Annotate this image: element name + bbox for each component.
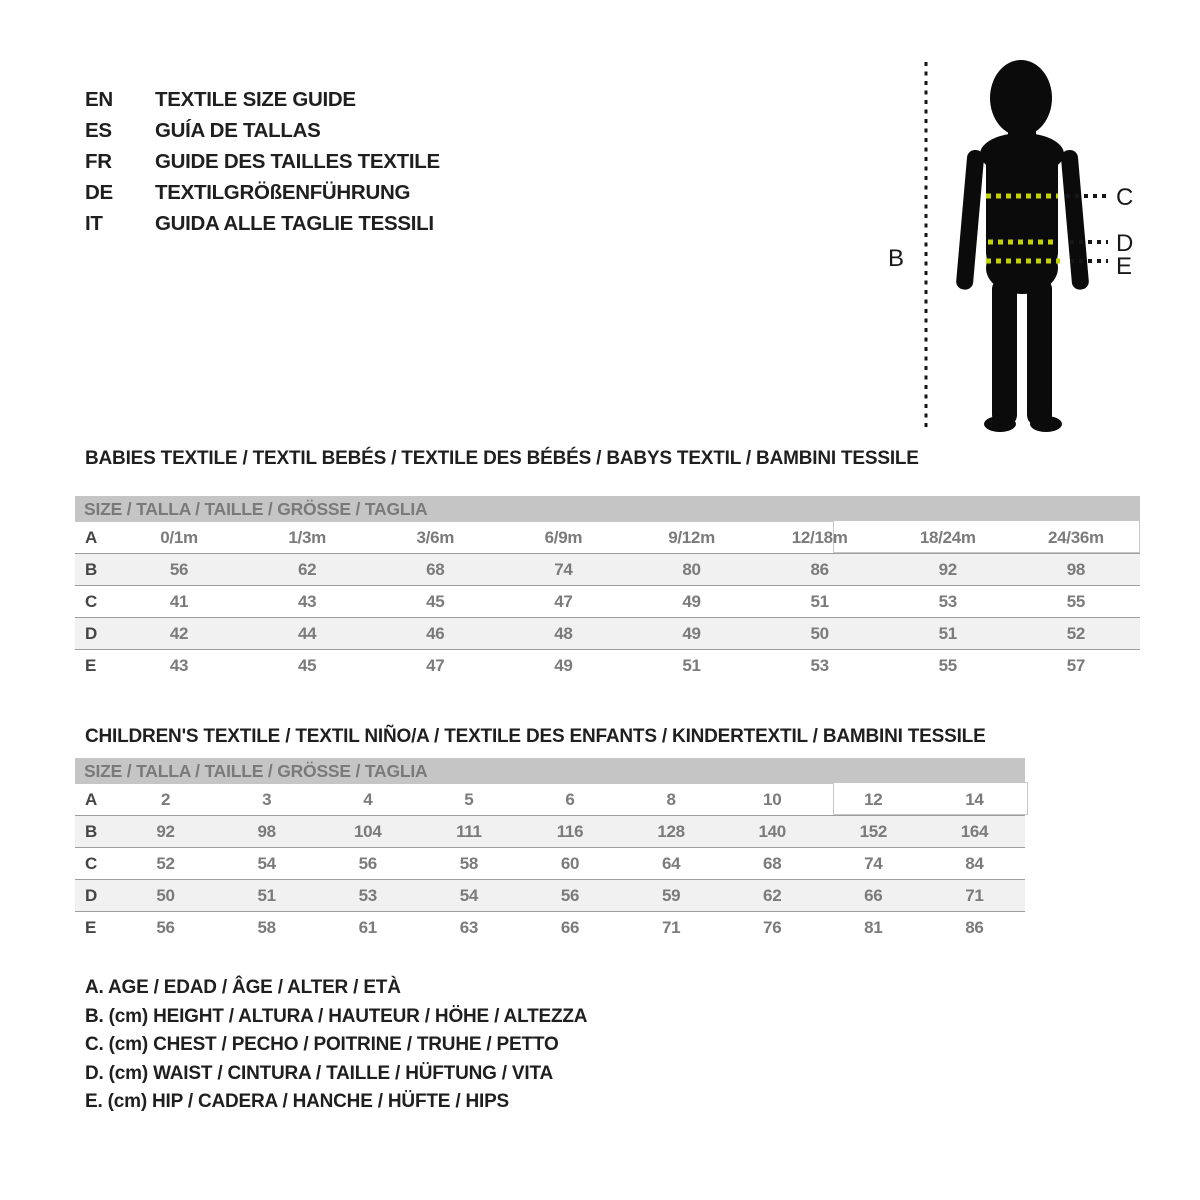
row-label: C bbox=[85, 592, 98, 611]
table-cell: 59 bbox=[661, 886, 681, 905]
language-row bbox=[85, 84, 440, 115]
table-cell: 76 bbox=[763, 918, 782, 937]
table-cell: 81 bbox=[864, 918, 883, 937]
table-row-chest bbox=[75, 586, 1140, 618]
table-cell: 50 bbox=[810, 624, 829, 643]
row-label: D bbox=[85, 886, 98, 905]
table-cell: 51 bbox=[682, 656, 701, 675]
table-cell: 71 bbox=[965, 886, 984, 905]
legend-hip: E. (cm) HIP / CADERA / HANCHE / HÜFTE / HIPS bbox=[85, 1091, 510, 1113]
table-cell: 0/1m bbox=[160, 528, 198, 547]
row-label: A bbox=[85, 790, 98, 809]
guide-title: GUIDE DES TAILLES TEXTILE bbox=[155, 149, 440, 173]
table-row-waist bbox=[75, 618, 1140, 650]
table-cell: 3 bbox=[262, 790, 272, 809]
children-size-table bbox=[75, 758, 1025, 944]
table-cell: 92 bbox=[156, 822, 175, 841]
chest-label: C bbox=[1116, 184, 1134, 211]
legend-height: B. (cm) HEIGHT / ALTURA / HAUTEUR / HÖHE / ALTEZZA bbox=[85, 1005, 588, 1027]
table-cell: 54 bbox=[257, 854, 276, 873]
measurement-legend bbox=[85, 977, 587, 1120]
height-label: B bbox=[888, 245, 905, 272]
language-code: ES bbox=[85, 118, 112, 142]
table-cell: 68 bbox=[763, 854, 782, 873]
table-cell: 51 bbox=[810, 592, 829, 611]
table-cell: 47 bbox=[554, 592, 573, 611]
table-cell: 66 bbox=[864, 886, 883, 905]
table-cell: 2 bbox=[160, 790, 171, 809]
table-cell: 55 bbox=[1066, 592, 1086, 611]
row-label: D bbox=[85, 624, 98, 643]
table-cell: 49 bbox=[682, 592, 701, 611]
child-measurement-figure bbox=[860, 50, 1190, 440]
size-header-row: SIZE / TALLA / TAILLE / GRÖSSE / TAGLIA bbox=[75, 758, 1025, 784]
guide-title: GUIDA ALLE TAGLIE TESSILI bbox=[155, 211, 434, 235]
table-cell: 61 bbox=[358, 918, 377, 937]
table-cell: 9/12m bbox=[668, 528, 715, 547]
language-row bbox=[85, 208, 440, 239]
table-row-age bbox=[75, 784, 1025, 816]
guide-title: TEXTILGRÖßENFÜHRUNG bbox=[155, 180, 411, 204]
table-cell: 92 bbox=[938, 560, 957, 579]
babies-table-title: BABIES TEXTILE / TEXTIL BEBÉS / TEXTILE DES BÉBÉS / BABYS TEXTIL / BAMBINI TESSILE bbox=[85, 448, 919, 469]
table-cell: 111 bbox=[456, 822, 482, 841]
child-silhouette bbox=[956, 60, 1090, 432]
table-cell: 55 bbox=[938, 656, 957, 675]
table-cell: 152 bbox=[859, 822, 888, 841]
table-cell: 56 bbox=[169, 560, 189, 579]
babies-size-table bbox=[75, 496, 1140, 682]
table-cell: 52 bbox=[156, 854, 175, 873]
table-cell: 164 bbox=[960, 822, 989, 841]
table-cell: 48 bbox=[554, 624, 573, 643]
table-cell: 58 bbox=[257, 918, 276, 937]
table-cell: 8 bbox=[666, 790, 676, 809]
table-row-chest bbox=[75, 848, 1025, 880]
legend-waist: D. (cm) WAIST / CINTURA / TAILLE / HÜFTUNG / VITA bbox=[85, 1062, 553, 1084]
table-cell: 84 bbox=[965, 854, 984, 873]
table-cell: 53 bbox=[810, 656, 829, 675]
guide-title: GUÍA DE TALLAS bbox=[155, 118, 321, 142]
table-cell: 60 bbox=[560, 854, 580, 873]
table-cell: 6/9m bbox=[544, 528, 583, 547]
table-cell: 18/24m bbox=[919, 528, 976, 547]
table-row-height bbox=[75, 816, 1025, 848]
table-cell: 98 bbox=[257, 822, 276, 841]
row-label: B bbox=[85, 560, 98, 579]
table-cell: 49 bbox=[554, 656, 573, 675]
language-title-list bbox=[85, 84, 440, 239]
table-cell: 74 bbox=[864, 854, 883, 873]
table-cell: 45 bbox=[298, 656, 317, 675]
table-cell: 42 bbox=[169, 624, 189, 643]
legend-age: A. AGE / EDAD / ÂGE / ALTER / ETÀ bbox=[85, 977, 401, 998]
table-cell: 116 bbox=[556, 822, 584, 841]
table-cell: 86 bbox=[810, 560, 829, 579]
waist-label: D bbox=[1116, 230, 1134, 257]
table-cell: 10 bbox=[763, 790, 782, 809]
size-header-row: SIZE / TALLA / TAILLE / GRÖSSE / TAGLIA bbox=[75, 496, 1140, 522]
table-cell: 12 bbox=[864, 790, 883, 809]
language-code: FR bbox=[85, 149, 112, 173]
table-cell: 63 bbox=[459, 918, 479, 937]
table-cell: 66 bbox=[560, 918, 580, 937]
language-row bbox=[85, 115, 440, 146]
table-cell: 64 bbox=[661, 854, 681, 873]
table-cell: 44 bbox=[298, 624, 317, 643]
table-cell: 24/36m bbox=[1048, 528, 1104, 547]
table-cell: 71 bbox=[661, 918, 681, 937]
table-cell: 50 bbox=[156, 886, 175, 905]
table-row-waist bbox=[75, 880, 1025, 912]
language-code: EN bbox=[85, 87, 113, 111]
table-cell: 41 bbox=[169, 592, 189, 611]
table-cell: 57 bbox=[1066, 656, 1086, 675]
language-row bbox=[85, 177, 440, 208]
table-cell: 49 bbox=[682, 624, 701, 643]
table-cell: 62 bbox=[763, 886, 782, 905]
table-cell: 104 bbox=[354, 822, 382, 841]
table-cell: 5 bbox=[464, 790, 474, 809]
row-label: B bbox=[85, 822, 98, 841]
language-code: IT bbox=[85, 211, 103, 235]
table-row-hip bbox=[75, 912, 1025, 944]
hip-label: E bbox=[1116, 253, 1133, 280]
table-cell: 80 bbox=[682, 560, 701, 579]
table-cell: 58 bbox=[459, 854, 479, 873]
table-row-age bbox=[75, 522, 1140, 554]
table-cell: 53 bbox=[358, 886, 377, 905]
table-cell: 3/6m bbox=[416, 528, 455, 547]
table-cell: 6 bbox=[565, 790, 575, 809]
table-cell: 98 bbox=[1066, 560, 1086, 579]
row-label: E bbox=[85, 656, 97, 675]
table-cell: 62 bbox=[298, 560, 317, 579]
table-row-height bbox=[75, 554, 1140, 586]
table-cell: 4 bbox=[363, 790, 373, 809]
table-cell: 56 bbox=[156, 918, 175, 937]
table-cell: 56 bbox=[560, 886, 580, 905]
table-cell: 86 bbox=[965, 918, 984, 937]
table-cell: 56 bbox=[358, 854, 377, 873]
row-label: C bbox=[85, 854, 98, 873]
table-cell: 128 bbox=[657, 822, 685, 841]
table-cell: 45 bbox=[426, 592, 445, 611]
table-cell: 47 bbox=[426, 656, 445, 675]
children-table-title: CHILDREN'S TEXTILE / TEXTIL NIÑO/A / TEXTILE DES ENFANTS / KINDERTEXTIL / BAMBINI TESSILE bbox=[85, 726, 986, 747]
table-cell: 51 bbox=[257, 886, 276, 905]
guide-title: TEXTILE SIZE GUIDE bbox=[155, 87, 356, 111]
table-cell: 14 bbox=[965, 790, 984, 809]
table-cell: 12/18m bbox=[791, 528, 848, 547]
table-row-hip bbox=[75, 650, 1140, 682]
table-cell: 54 bbox=[459, 886, 479, 905]
table-cell: 140 bbox=[758, 822, 786, 841]
table-cell: 74 bbox=[554, 560, 573, 579]
language-code: DE bbox=[85, 180, 113, 204]
table-cell: 68 bbox=[426, 560, 445, 579]
table-cell: 52 bbox=[1066, 624, 1086, 643]
table-cell: 1/3m bbox=[288, 528, 326, 547]
row-label: E bbox=[85, 918, 97, 937]
table-cell: 43 bbox=[298, 592, 317, 611]
table-cell: 53 bbox=[938, 592, 957, 611]
child-silhouette-diagram bbox=[860, 50, 1190, 440]
table-cell: 46 bbox=[426, 624, 445, 643]
table-cell: 43 bbox=[169, 656, 189, 675]
legend-chest: C. (cm) CHEST / PECHO / POITRINE / TRUHE / PETTO bbox=[85, 1034, 559, 1056]
table-cell: 51 bbox=[938, 624, 957, 643]
row-label: A bbox=[85, 528, 98, 547]
language-row bbox=[85, 146, 440, 177]
